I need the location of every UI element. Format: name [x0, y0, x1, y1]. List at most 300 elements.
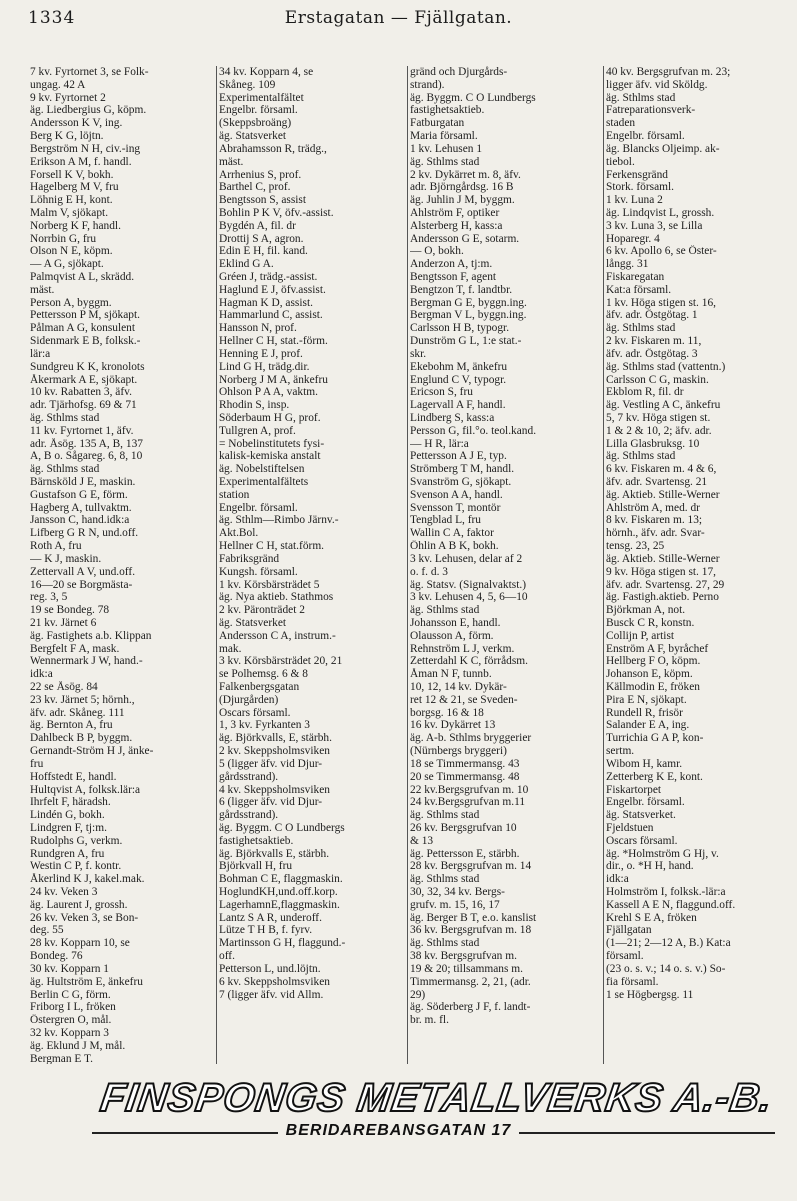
directory-line: 2 kv. Dykärret m. 8, äfv.	[410, 168, 521, 181]
directory-line: Engelbr. församl.	[219, 501, 298, 514]
directory-line: Engelbr. församl.	[606, 796, 685, 809]
directory-line: Berlin C G, förm.	[30, 988, 111, 1001]
directory-line: Svanström G, sjökapt.	[410, 476, 512, 488]
directory-line: mäst.	[219, 155, 244, 168]
directory-line: Zetterberg K E, kont.	[606, 770, 703, 783]
directory-line: Dunström G L, 1:e stat.-	[410, 335, 522, 348]
running-head: Erstagatan — Fjällgatan.	[284, 8, 513, 28]
directory-line: Skåneg. 109	[219, 78, 276, 91]
directory-line: strand).	[410, 78, 445, 91]
directory-line: Kat:a församl.	[606, 283, 672, 296]
directory-line: Enström A F, byråchef	[606, 642, 709, 655]
directory-line: Akt.Bol.	[219, 527, 259, 540]
directory-line: Oscars församl.	[219, 706, 291, 719]
directory-line: Henning E J, prof.	[219, 347, 303, 360]
directory-line: Fiskaregatan	[606, 271, 665, 283]
directory-line: 5, 7 kv. Höga stigen st.	[606, 411, 711, 424]
directory-line: Åkermark A E, sjökapt.	[30, 373, 138, 386]
directory-line: Barthel C, prof.	[219, 181, 291, 194]
directory-line: Lindberg S, kass:a	[410, 411, 495, 424]
directory-line: 8 kv. Fiskaren m. 13;	[606, 514, 703, 527]
directory-line: äg. Hultström E, änkefru	[30, 975, 143, 988]
directory-line: Rudolphs G, verkm.	[30, 834, 123, 847]
directory-line: 2 kv. Skeppsholmsviken	[219, 745, 330, 758]
directory-line: Eklind G A.	[219, 258, 274, 271]
directory-line: äg. Sthlms stad	[606, 322, 676, 335]
directory-line: — O, bokh.	[410, 245, 464, 258]
directory-line: 4 kv. Skeppsholmsviken	[219, 783, 330, 796]
directory-line: äg. Björkvalls, E, stärbh.	[219, 732, 332, 745]
directory-line: Collijn P, artist	[606, 629, 675, 642]
directory-line: Bohlin P K V, öfv.-assist.	[219, 206, 334, 219]
directory-line: o. f. d. 3	[410, 565, 448, 578]
directory-line: Bergman E T.	[30, 1052, 93, 1064]
directory-line: Bengtsson S, assist	[219, 194, 307, 207]
directory-line: äg. Byggm. C O Lundbergs	[219, 821, 345, 834]
directory-line: borgsg. 16 & 18	[410, 706, 484, 719]
directory-line: Hoparegr. 4	[606, 232, 660, 245]
directory-line: äg. Sthlms stad	[410, 155, 480, 168]
directory-line: gränd och Djurgårds-	[410, 66, 508, 78]
directory-line: (Nürnbergs bryggeri)	[410, 745, 507, 758]
directory-line: 30, 32, 34 kv. Bergs-	[410, 886, 505, 898]
directory-line: äg. Nya aktieb. Stathmos	[219, 591, 334, 604]
directory-line: Berg K G, löjtn.	[30, 130, 104, 143]
directory-line: Maria församl.	[410, 130, 478, 143]
directory-line: Hellberg F O, köpm.	[606, 655, 701, 668]
directory-line: 1, 3 kv. Fyrkanten 3	[219, 719, 311, 732]
directory-line: äg. Fastigh.aktieb. Perno	[606, 591, 719, 604]
directory-line: 9 kv. Höga stigen st. 17,	[606, 565, 716, 578]
directory-line: Svensson T, montör	[410, 501, 501, 514]
directory-columns	[28, 66, 789, 1064]
directory-line: Salander E A, ing.	[606, 719, 690, 732]
directory-line: Stork. församl.	[606, 181, 675, 194]
directory-line: 28 kv. Kopparn 10, se	[30, 937, 130, 950]
directory-line: Hammarlund C, assist.	[219, 309, 323, 322]
directory-line: 29)	[410, 988, 426, 1001]
directory-line: (Skeppsbroäng)	[219, 117, 292, 130]
directory-line: 3 kv. Lehusen, delar af 2	[410, 552, 523, 565]
directory-line: Falkenbergsgatan	[219, 681, 300, 693]
directory-line: Lagervall A F, handl.	[410, 399, 506, 412]
directory-line: Hellner C H, stat.förm.	[219, 540, 325, 553]
directory-line: Hagman K D, assist.	[219, 296, 313, 309]
directory-line: Anderzon A, tj:m.	[410, 258, 493, 271]
directory-line: Carlsson C G, maskin.	[606, 373, 709, 386]
directory-line: staden	[606, 117, 636, 130]
directory-line: äg. Sthlms stad	[606, 450, 676, 463]
directory-line: Olausson A, förm.	[410, 629, 494, 642]
directory-line: Sidenmark E B, folksk.-	[30, 335, 141, 348]
directory-line: Hultqvist A, folksk.lär:a	[30, 783, 141, 796]
column-3	[408, 66, 604, 1064]
directory-line: fru	[30, 757, 44, 770]
directory-line: Wennermark J W, hand.-	[30, 655, 143, 668]
directory-line: Person A, byggm.	[30, 296, 112, 309]
directory-line: Lütze T H B, f. fyrv.	[219, 924, 313, 937]
directory-line: Fabriksgränd	[219, 552, 280, 565]
directory-line: Fatreparationsverk-	[606, 104, 696, 117]
directory-line: 9 kv. Fyrtornet 2	[30, 91, 106, 104]
directory-line: Fjällgatan	[606, 924, 652, 937]
directory-line: äg. Bernton A, fru	[30, 719, 113, 732]
directory-line: Englund C V, typogr.	[410, 373, 507, 386]
directory-line: se Polhemsg. 6 & 8	[219, 668, 308, 681]
directory-line: äfv. adr. Svartensg. 27, 29	[606, 578, 725, 591]
directory-line: Jansson C, hand.idk:a	[30, 514, 130, 527]
directory-line: 6 kv. Apollo 6, se Öster-	[606, 245, 717, 258]
advertisement-footer	[0, 1076, 797, 1166]
directory-line: äg. Juhlin J M, byggm.	[410, 194, 515, 207]
directory-line: 1 kv. Lehusen 1	[410, 142, 483, 155]
directory-line: (Djurgården)	[219, 693, 279, 706]
directory-line: adr. Åsög. 135 A, B, 137	[30, 437, 143, 450]
directory-line: 1 kv. Höga stigen st. 16,	[606, 296, 716, 309]
directory-line: 19 & 20; tillsammans m.	[410, 962, 523, 975]
directory-line: Fjeldstuen	[606, 821, 654, 834]
directory-line: Ohlson P A A, vaktm.	[219, 386, 318, 399]
directory-line: 1 & 2 & 10, 2; äfv. adr.	[606, 424, 712, 437]
directory-line: Persson G, fil.°o. teol.kand.	[410, 424, 537, 437]
directory-line: Bondeg. 76	[30, 950, 83, 963]
directory-line: Bohman C E, flaggmaskin.	[219, 873, 343, 886]
directory-line: gårdsstrand).	[219, 809, 279, 822]
directory-line: äg. Blancks Oljeimp. ak-	[606, 142, 720, 155]
directory-line: fastighetsaktieb.	[410, 104, 485, 117]
page-number: 1334	[28, 8, 76, 28]
directory-line: mäst.	[30, 283, 55, 296]
directory-line: 32 kv. Kopparn 3	[30, 1026, 109, 1039]
ad-banner: FINSPONGS METALLVERKS A.-B.	[97, 1076, 776, 1120]
directory-line: A, B o. Sågareg. 6, 8, 10	[30, 450, 143, 463]
directory-line: äg. Berger B T, e.o. kanslist	[410, 911, 537, 924]
directory-line: 38 kv. Bergsgrufvan m.	[410, 950, 517, 963]
directory-line: Kungsh. församl.	[219, 565, 298, 578]
directory-line: Friborg I L, fröken	[30, 1001, 116, 1014]
directory-line: Andersson G E, sotarm.	[410, 232, 520, 245]
directory-line: Ekebohm M, änkefru	[410, 360, 508, 373]
directory-line: äg. Laurent J, grossh.	[30, 898, 128, 911]
directory-line: Ahlström F, optiker	[410, 206, 500, 219]
directory-line: 19 se Bondeg. 78	[30, 604, 110, 617]
directory-line: Westin C P, f. kontr.	[30, 860, 122, 873]
directory-line: Hagberg A, tullvaktm.	[30, 501, 132, 514]
directory-line: (23 o. s. v.; 14 o. s. v.) So-	[606, 962, 726, 975]
directory-line: 10, 12, 14 kv. Dykär-	[410, 681, 507, 693]
directory-line: Hagelberg M V, fru	[30, 181, 119, 194]
directory-line: grufv. m. 15, 16, 17	[410, 898, 500, 911]
directory-line: Norrbin G, fru	[30, 232, 97, 245]
directory-line: 26 kv. Veken 3, se Bon-	[30, 911, 139, 924]
directory-line: Martinsson G H, flaggund.-	[219, 937, 346, 950]
directory-line: Pettersson P M, sjökapt.	[30, 309, 141, 322]
directory-line: Ericson S, fru	[410, 386, 473, 399]
directory-line: Norberg J M A, änkefru	[219, 373, 328, 386]
directory-line: äg. Statsverket	[219, 616, 287, 629]
directory-line: Krehl S E A, fröken	[606, 911, 697, 924]
directory-line: Rundell R, frisör	[606, 706, 683, 719]
column-2	[217, 66, 408, 1064]
directory-line: Engelbr. församl.	[219, 104, 298, 117]
directory-line: adr. Björngårdsg. 16 B	[410, 181, 514, 194]
directory-line: äg. Björkvalls E, stärbh.	[219, 847, 330, 860]
directory-line: Ekblom R, fil. dr	[606, 386, 684, 399]
directory-line: äg. Statsv. (Signalvaktst.)	[410, 578, 527, 591]
directory-line: Zettervall A V, und.off.	[30, 565, 136, 578]
directory-line: Holmström I, folksk.-lär:a	[606, 886, 726, 898]
directory-line: äfv. adr. Östgötag. 1	[606, 309, 698, 322]
directory-line: äg. Statsverket	[219, 130, 287, 143]
directory-line: br. m. fl.	[410, 1014, 449, 1027]
directory-line: Lantz S A R, underoff.	[219, 911, 322, 924]
directory-line: Löhnig E H, kont.	[30, 194, 113, 207]
page-header	[8, 6, 789, 32]
directory-line: Tullgren A, prof.	[219, 424, 296, 437]
directory-line: 6 kv. Fiskaren m. 4 & 6,	[606, 463, 717, 476]
directory-line: äg. Sthlms stad (vattentn.)	[606, 360, 726, 373]
column-4	[604, 66, 789, 1064]
directory-line: Ferkensgränd	[606, 168, 668, 181]
directory-line: Pålman A G, konsulent	[30, 322, 136, 335]
directory-line: Wallin C A, faktor	[410, 527, 494, 540]
directory-line: äg. Statsverket.	[606, 809, 676, 822]
directory-line: adr. Tjärhofsg. 69 & 71	[30, 399, 137, 412]
directory-line: 16—20 se Borgmästa-	[30, 578, 133, 591]
directory-line: 24 kv.Bergsgrufvan m.11	[410, 796, 526, 809]
directory-line: Haglund E J, öfv.assist.	[219, 283, 326, 296]
directory-line: = Nobelinstitutets fysi-	[219, 437, 325, 450]
directory-line: Malm V, sjökapt.	[30, 206, 109, 219]
directory-line: Gernandt-Ström H J, änke-	[30, 745, 154, 758]
directory-line: deg. 55	[30, 924, 64, 937]
directory-line: äg. Sthlms stad	[30, 411, 100, 424]
directory-line: 26 kv. Bergsgrufvan 10	[410, 821, 517, 834]
directory-line: Rhodin S, insp.	[219, 399, 290, 412]
directory-line: 1 kv. Luna 2	[606, 194, 663, 207]
directory-line: Bergfelt F A, mask.	[30, 642, 120, 655]
directory-line: äg. Sthlms stad	[410, 604, 480, 617]
directory-line: 24 kv. Veken 3	[30, 886, 98, 898]
directory-line: Andersson C A, instrum.-	[219, 629, 336, 642]
directory-line: 28 kv. Bergsgrufvan m. 14	[410, 860, 532, 873]
directory-line: 6 kv. Skeppsholmsviken	[219, 975, 330, 988]
directory-line: 11 kv. Fyrtornet 1, äfv.	[30, 424, 134, 437]
directory-line: — H R, lär:a	[410, 437, 469, 450]
directory-line: 21 kv. Järnet 6	[30, 616, 97, 629]
directory-line: Abrahamsson R, trädg.,	[219, 142, 327, 155]
directory-line: äg. Aktieb. Stille-Werner	[606, 488, 720, 501]
directory-line: Edin E H, fil. kand.	[219, 245, 308, 258]
directory-line: Östergren O, mål.	[30, 1014, 112, 1027]
directory-line: Lilla Glasbruksg. 10	[606, 437, 700, 450]
directory-line: Bengtzon T, f. landtbr.	[410, 283, 513, 296]
directory-line: — K J, maskin.	[30, 552, 102, 565]
directory-line: Hellner C H, stat.-förm.	[219, 335, 328, 348]
directory-line: Pettersson A J E, typ.	[410, 450, 507, 463]
directory-line: 16 kv. Dykärret 13	[410, 719, 496, 732]
directory-line: 22 kv.Bergsgrufvan m. 10	[410, 783, 529, 796]
directory-line: äg. Sthlms stad	[410, 937, 480, 950]
directory-line: Dahlbeck B P, byggm.	[30, 732, 133, 745]
directory-line: 3 kv. Luna 3, se Lilla	[606, 219, 703, 232]
directory-line: 18 se Timmermansg. 43	[410, 757, 520, 770]
directory-line: tensg. 23, 25	[606, 540, 665, 553]
directory-line: Bengtsson F, agent	[410, 271, 497, 283]
directory-line: Forsell K V, bokh.	[30, 168, 114, 181]
directory-line: Hansson N, prof.	[219, 322, 297, 335]
directory-line: Bergman G E, byggn.ing.	[410, 296, 527, 309]
directory-line: Lifberg G R N, und.off.	[30, 527, 139, 540]
directory-line: Johanson E, köpm.	[606, 668, 693, 681]
directory-line: Ihrfelt F, häradsh.	[30, 796, 111, 809]
directory-line: kalisk-kemiska anstalt	[219, 450, 321, 463]
directory-line: fastighetsaktieb.	[219, 834, 294, 847]
directory-line: Roth A, fru	[30, 540, 82, 553]
directory-line: Björkvall H, fru	[219, 860, 293, 873]
directory-line: Strömberg T M, handl.	[410, 463, 515, 476]
directory-line: Rundgren A, fru	[30, 847, 105, 860]
directory-line: 3 kv. Lehusen 4, 5, 6—10	[410, 591, 528, 604]
directory-line: Lindgren F, tj:m.	[30, 821, 107, 834]
directory-line: Drottij S A, agron.	[219, 232, 304, 245]
directory-line: Bergström N H, civ.-ing	[30, 142, 141, 155]
directory-line: 34 kv. Kopparn 4, se	[219, 66, 314, 78]
directory-line: 7 kv. Fyrtornet 3, se Folk-	[30, 66, 149, 78]
directory-line: Arrhenius S, prof.	[219, 168, 302, 181]
directory-line: Johansson E, handl.	[410, 616, 501, 629]
directory-line: äg. Aktieb. Stille-Werner	[606, 552, 720, 565]
directory-line: äg. Liedbergius G, köpm.	[30, 104, 147, 117]
directory-line: hörnh., äfv. adr. Svar-	[606, 527, 705, 540]
directory-line: Ahlström A, med. dr	[606, 501, 700, 514]
directory-line: Kassell A E N, flaggund.off.	[606, 898, 736, 911]
directory-line: 1 kv. Körsbärsträdet 5	[219, 578, 320, 591]
directory-line: sertm.	[606, 745, 635, 758]
directory-line: 1 se Högbergsg. 11	[606, 988, 694, 1001]
directory-line: Andersson K V, ing.	[30, 117, 123, 130]
directory-line: Åkerlind K J, kakel.mak.	[30, 873, 145, 886]
directory-line: Bygdén A, fil. dr	[219, 219, 296, 232]
directory-line: Lindén G, bokh.	[30, 809, 105, 822]
directory-line: ligger äfv. vid Sköldg.	[606, 78, 708, 91]
directory-line: skr.	[410, 347, 427, 360]
ad-address-wrap	[0, 1122, 797, 1140]
directory-line: Fiskartorpet	[606, 783, 662, 796]
directory-line: äg. *Holmström G Hj, v.	[606, 847, 719, 860]
directory-line: Palmqvist A L, skrädd.	[30, 271, 135, 283]
directory-line: ungag. 42 A	[30, 78, 86, 91]
directory-line: Experimentalfältets	[219, 476, 309, 488]
directory-line: Busck C R, konstn.	[606, 616, 695, 629]
directory-line: Lind G H, trädg.dir.	[219, 360, 310, 373]
directory-line: fia församl.	[606, 975, 659, 988]
directory-line: äfv. adr. Östgötag. 3	[606, 347, 698, 360]
directory-line: 10 kv. Rabatten 3, äfv.	[30, 386, 132, 399]
directory-line: gårdsstrand).	[219, 770, 279, 783]
directory-line: Söderbaum H G, prof.	[219, 411, 321, 424]
directory-line: äfv. adr. Svartensg. 21	[606, 476, 708, 488]
directory-line: äg. Byggm. C O Lundbergs	[410, 91, 536, 104]
directory-line: 2 kv. Fiskaren m. 11,	[606, 335, 702, 348]
directory-line: off.	[219, 950, 235, 963]
directory-line: 3 kv. Körsbärsträdet 20, 21	[219, 655, 343, 668]
directory-line: äg. Sthlm—Rimbo Järnv.-	[219, 514, 339, 527]
directory-line: 23 kv. Järnet 5; hörnh.,	[30, 693, 135, 706]
directory-line: Norberg K F, handl.	[30, 219, 121, 232]
directory-line: 6 (ligger äfv. vid Djur-	[219, 796, 323, 809]
directory-line: Gréen J, trädg.-assist.	[219, 271, 318, 283]
directory-line: 20 se Timmermansg. 48	[410, 770, 520, 783]
directory-line: Olson N E, köpm.	[30, 245, 113, 258]
directory-line: 22 se Åsög. 84	[30, 681, 98, 693]
directory-line: äg. Pettersson E, stärbh.	[410, 847, 520, 860]
directory-line: Turrichia G A P, kon-	[606, 732, 704, 745]
directory-line: & 13	[410, 834, 434, 847]
directory-line: äg. Lindqvist L, grossh.	[606, 206, 715, 219]
directory-line: äg. Nobelstiftelsen	[219, 463, 305, 476]
directory-line: Bärnsköld J E, maskin.	[30, 476, 136, 488]
directory-line: Experimentalfältet	[219, 91, 304, 104]
directory-line: lär:a	[30, 347, 51, 360]
directory-line: LagerhamnE,flaggmaskin.	[219, 898, 340, 911]
directory-line: Alsterberg H, kass:a	[410, 219, 503, 232]
directory-line: 36 kv. Bergsgrufvan m. 18	[410, 924, 532, 937]
directory-line: äfv. adr. Skåneg. 111	[30, 706, 125, 719]
directory-line: Rehnström L J, verkm.	[410, 642, 515, 655]
directory-line: idk:a	[30, 668, 53, 681]
directory-line: äg. Eklund J M, mål.	[30, 1039, 126, 1052]
directory-line: reg. 3, 5	[30, 591, 68, 604]
directory-line: 5 (ligger äfv. vid Djur-	[219, 757, 323, 770]
directory-line: Timmermansg. 2, 21, (adr.	[410, 975, 531, 988]
directory-line: Björkman A, not.	[606, 604, 686, 617]
directory-line: Pira E N, sjökapt.	[606, 693, 687, 706]
directory-line: Svenson A A, handl.	[410, 488, 503, 501]
directory-line: Fatburgatan	[410, 117, 465, 130]
directory-line: Erikson A M, f. handl.	[30, 155, 132, 168]
directory-line: station	[219, 488, 250, 501]
directory-line: äg. Sthlms stad	[30, 463, 100, 476]
directory-line: Wibom H, kamr.	[606, 757, 683, 770]
directory-line: Zetterdahl K C, förrådsm.	[410, 655, 528, 668]
directory-line: församl.	[606, 950, 644, 963]
directory-line: tiebol.	[606, 155, 635, 168]
directory-line: Öhlin A B K, bokh.	[410, 540, 499, 553]
directory-line: äg. Sthlms stad	[606, 91, 676, 104]
directory-line: äg. Fastighets a.b. Klippan	[30, 629, 152, 642]
directory-line: 30 kv. Kopparn 1	[30, 962, 109, 975]
directory-line: Källmodin E, fröken	[606, 681, 700, 693]
directory-line: Petterson L, und.löjtn.	[219, 962, 321, 975]
directory-line: äg. Sthlms stad	[410, 873, 480, 886]
ad-address: BERIDAREBANSGATAN 17	[278, 1122, 520, 1139]
directory-line: HoglundKH,und.off.korp.	[219, 886, 338, 898]
directory-line: Oscars församl.	[606, 834, 678, 847]
directory-line: (1—21; 2—12 A, B.) Kat:a	[606, 937, 731, 950]
directory-line: långg. 31	[606, 258, 649, 271]
directory-line: äg. Söderberg J F, f. landt-	[410, 1001, 531, 1014]
directory-line: Carlsson H B, typogr.	[410, 322, 510, 335]
directory-line: Åman N F, tunnb.	[410, 668, 492, 681]
directory-line: Tengblad L, fru	[410, 514, 482, 527]
directory-line: Engelbr. församl.	[606, 130, 685, 143]
directory-line: 2 kv. Päronträdet 2	[219, 604, 305, 617]
directory-line: Hoffstedt E, handl.	[30, 770, 117, 783]
directory-line: 40 kv. Bergsgrufvan m. 23;	[606, 66, 731, 78]
directory-line: Bergman V L, byggn.ing.	[410, 309, 527, 322]
directory-line: Gustafson G E, förm.	[30, 488, 128, 501]
